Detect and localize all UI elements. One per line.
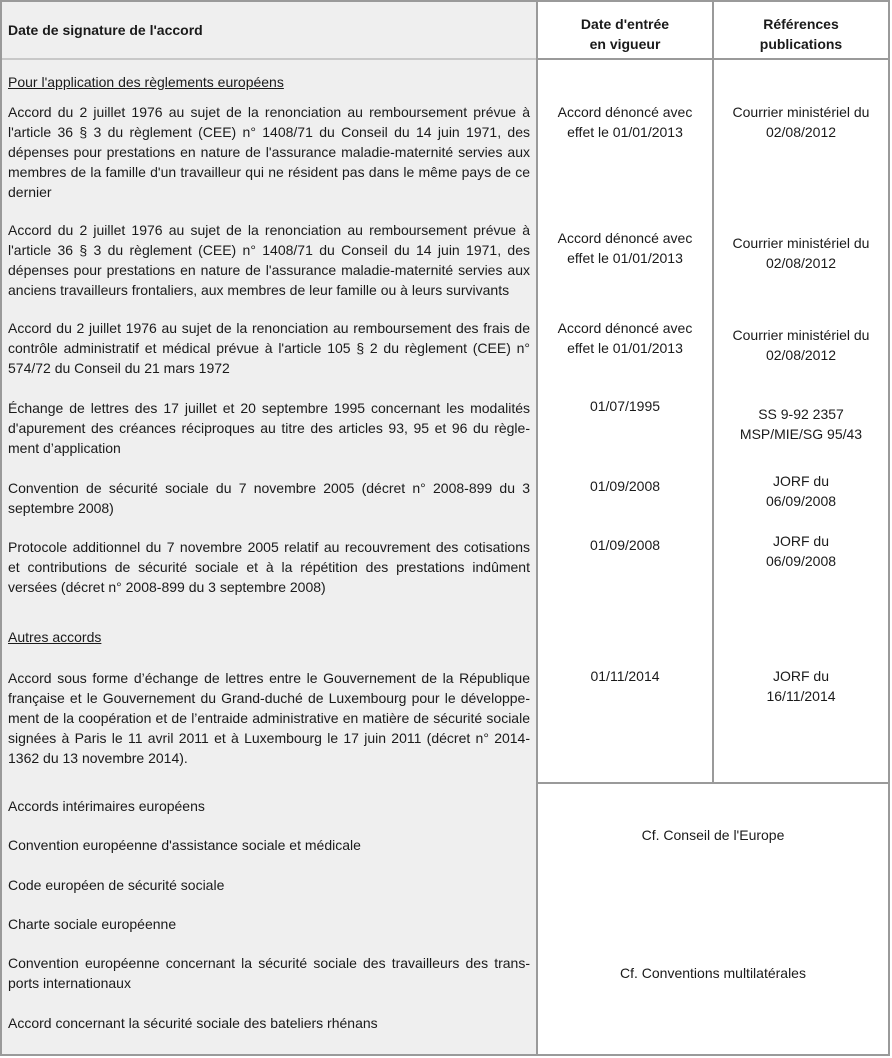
header-references-line2: publications — [759, 36, 843, 52]
agreement-row-5-ref-line1: JORF du — [772, 473, 829, 489]
agreement-row-7-ref-line2: 16/11/2014 — [766, 688, 836, 704]
agreement-row-5-text: Convention de sécurité sociale du 7 novembre 2005 (décret n° 2008-899 du 3 septembre 2008) — [8, 480, 530, 516]
agreement-row-4-ref — [714, 404, 888, 444]
bottom-item-6: Accord concernant la sécurité sociale des bateliers rhénans — [8, 1015, 378, 1031]
divider-merged — [536, 782, 888, 784]
header-entry-date — [540, 14, 710, 54]
section-heading-other: Autres accords — [8, 629, 102, 645]
note-multilateral-conventions: Cf. Conventions multilatérales — [620, 965, 806, 981]
header-entry-date-line2: en vigueur — [589, 36, 661, 52]
agreement-row-2-text: Accord du 2 juillet 1976 au sujet de la renonciation au remboursement prévue à l'article 36 § 3 du règlement (CEE) n° 1408/71 du Conseil du 14 juin 1971, des dépenses pour prestations en nature de l'assurance maladie-maternité servies aux anciens travailleurs frontaliers, aux membres de leur famille ou à leurs survivants — [8, 222, 530, 298]
agreement-row-4-date: 01/07/1995 — [589, 398, 661, 414]
divider-header-left — [2, 58, 536, 60]
agreement-row-1-ref-line2: 02/08/2012 — [765, 124, 837, 140]
agreement-row-1-date-line2: effet le 01/01/2013 — [567, 124, 683, 140]
header-references — [716, 14, 886, 54]
header-references-line1: Références — [763, 16, 839, 32]
bottom-item-4: Charte sociale européenne — [8, 916, 177, 932]
agreement-row-6-ref — [714, 531, 888, 571]
agreement-row-2-ref — [714, 233, 888, 273]
agreement-row-4-ref-line2: MSP/MIE/SG 95/43 — [739, 426, 863, 442]
header-signature-date: Date de signature de l'accord — [8, 22, 203, 38]
agreement-row-3-ref-line1: Courrier ministériel du — [732, 327, 870, 343]
agreement-row-1-ref-line1: Courrier ministériel du — [732, 104, 870, 120]
agreement-row-2-ref-line2: 02/08/2012 — [765, 255, 837, 271]
agreement-row-3-date — [538, 318, 712, 358]
agreement-row-6-date: 01/09/2008 — [589, 537, 661, 553]
agreement-row-5-ref-line2: 06/09/2008 — [765, 493, 837, 509]
agreement-row-1-text: Accord du 2 juillet 1976 au sujet de la renonciation au remboursement prévue à l'article 36 § 3 du règlement (CEE) n° 1408/71 du Conseil du 14 juin 1971, des dépenses pour prestations en nature de l'assurance maladie-maternité servies aux membres de la famille d'un travailleur qui ne résident pas dans le même pays de ce dernier — [8, 104, 530, 200]
agreement-row-3-text: Accord du 2 juillet 1976 au sujet de la renonciation au remboursement des frais de contrôle administratif et médical prévue à l'article 105 § 2 du règlement (CEE) n° 574/72 du Conseil du 21 mars 1972 — [8, 320, 530, 376]
agreement-row-4-ref-line1: SS 9-92 2357 — [758, 406, 844, 422]
agreement-row-5-date: 01/09/2008 — [589, 478, 661, 494]
agreement-row-5-ref — [714, 471, 888, 511]
divider-header-right — [536, 58, 888, 60]
agreement-row-3-date-line2: effet le 01/01/2013 — [567, 340, 683, 356]
agreement-row-3-ref-line2: 02/08/2012 — [765, 347, 837, 363]
agreement-row-2-ref-line1: Courrier ministériel du — [732, 235, 870, 251]
agreement-row-3-date-line1: Accord dénoncé avec — [557, 320, 693, 336]
agreement-row-7-ref — [714, 666, 888, 706]
agreement-row-2-date — [538, 228, 712, 268]
agreement-row-1-ref — [714, 102, 888, 142]
agreement-row-7-ref-line1: JORF du — [772, 668, 829, 684]
bottom-item-5: Convention européenne concernant la sécurité sociale des travailleurs des trans-ports internationaux — [8, 955, 530, 991]
agreement-row-7-text: Accord sous forme d’échange de lettres entre le Gouvernement de la République française et le Gouvernement du Grand-duché de Luxembourg pour le développe-ment de la coopération et de l’entraide administrative en matière de sécurité sociale signées à Paris le 11 avril 2011 et à Luxembourg le 17 juin 2011 (décret n° 2014-1362 du 13 novembre 2014). — [8, 670, 530, 766]
bottom-item-2: Convention européenne d'assistance sociale et médicale — [8, 837, 361, 853]
agreement-row-4-text: Échange de lettres des 17 juillet et 20 septembre 1995 concernant les modalités d'apurement des créances réciproques au titre des articles 93, 95 et 96 du règle-ment d’application — [8, 400, 530, 456]
agreement-row-3-ref — [714, 325, 888, 365]
agreement-row-2-date-line2: effet le 01/01/2013 — [567, 250, 683, 266]
bottom-item-1: Accords intérimaires européens — [8, 798, 205, 814]
agreement-row-1-date-line1: Accord dénoncé avec — [557, 104, 693, 120]
agreement-row-7-date: 01/11/2014 — [590, 668, 660, 684]
bottom-item-3: Code européen de sécurité sociale — [8, 877, 225, 893]
agreement-row-2-date-line1: Accord dénoncé avec — [557, 230, 693, 246]
agreement-row-1-date — [538, 102, 712, 142]
divider-vertical-1 — [536, 2, 538, 1054]
agreement-row-6-text: Protocole additionnel du 7 novembre 2005 relatif au recouvrement des cotisations et contributions de sécurité sociale et à la répétition des prestations indûment versées (décret n° 2008-899 du 3 septembre 2008) — [8, 539, 530, 595]
section-heading-european: Pour l'application des règlements européens — [8, 74, 284, 90]
agreement-row-6-ref-line1: JORF du — [772, 533, 829, 549]
note-council-of-europe: Cf. Conseil de l'Europe — [641, 827, 785, 843]
agreement-row-6-ref-line2: 06/09/2008 — [765, 553, 837, 569]
header-entry-date-line1: Date d'entrée — [580, 16, 670, 32]
